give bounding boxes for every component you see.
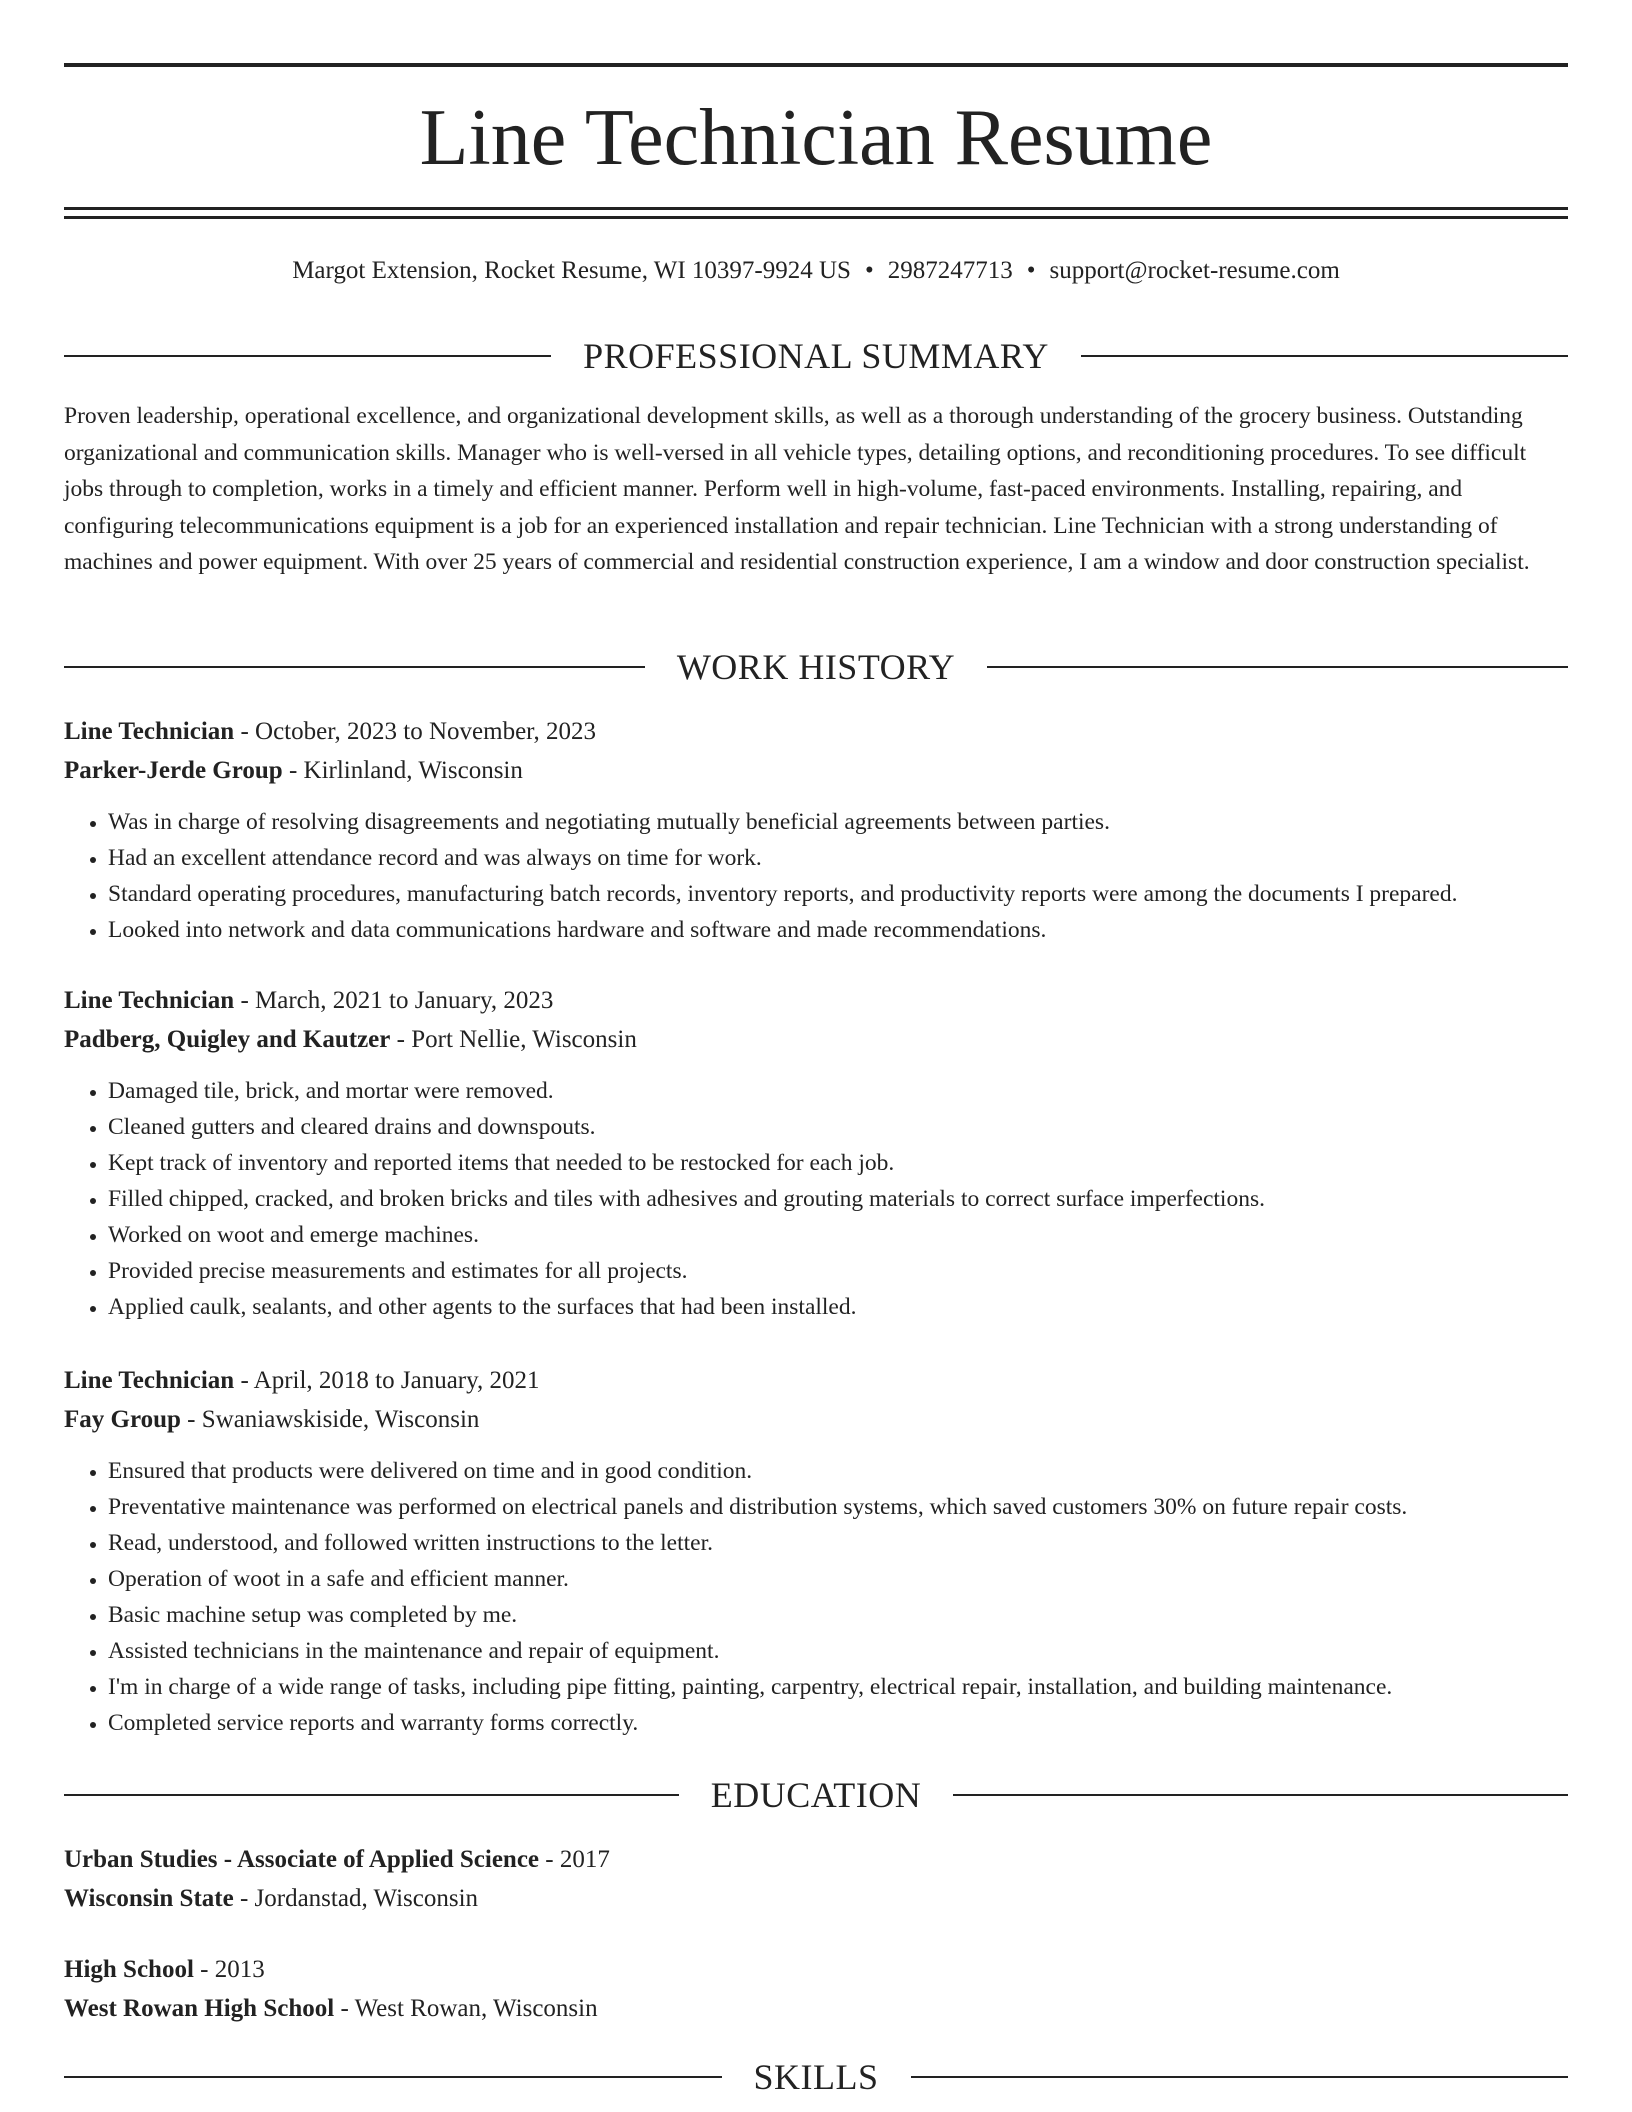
section-title: SKILLS xyxy=(753,2057,879,2097)
section-title: EDUCATION xyxy=(710,1775,922,1815)
education-school: Wisconsin State xyxy=(64,1885,234,1912)
list-item: • Filled chipped, cracked, and broken bricks and tiles with adhesives and grouting materials to correct surface imperfections. xyxy=(108,1181,1568,1217)
list-item: • Had an excellent attendance record and was always on time for work. xyxy=(108,840,1568,876)
education-entry xyxy=(64,1840,1568,1918)
job-title-line: Line Technician - April, 2018 to January, 2021 xyxy=(64,1367,540,1394)
job-bullets xyxy=(64,804,1568,948)
list-item: • Completed service reports and warranty forms correctly. xyxy=(108,1705,1568,1741)
job-dates: October, 2023 to November, 2023 xyxy=(255,718,597,745)
job-entry xyxy=(64,712,1568,948)
job-bullets xyxy=(64,1073,1568,1325)
title-double-rule xyxy=(64,207,1568,219)
job-company: Padberg, Quigley and Kautzer xyxy=(64,1026,391,1053)
list-item: • Looked into network and data communications hardware and software and made recommendations. xyxy=(108,912,1568,948)
job-location: Kirlinland, Wisconsin xyxy=(303,757,523,784)
education-school-line: West Rowan High School - West Rowan, Wisconsin xyxy=(64,1995,598,2022)
page-title: Line Technician Resume xyxy=(419,94,1213,182)
job-location: Swaniawskiside, Wisconsin xyxy=(201,1406,480,1433)
job-dates: April, 2018 to January, 2021 xyxy=(253,1367,540,1394)
contact-line xyxy=(64,254,1568,288)
contact-email: support@rocket-resume.com xyxy=(1049,257,1340,284)
section-title: PROFESSIONAL SUMMARY xyxy=(583,336,1049,376)
list-item: • Provided precise measurements and estimates for all projects. xyxy=(108,1253,1568,1289)
list-item: • Preventative maintenance was performed on electrical panels and distribution systems, which saved customers 30% on future repair costs. xyxy=(108,1489,1568,1525)
contact-address: Margot Extension, Rocket Resume, WI 10397-9924 US xyxy=(292,257,851,284)
job-title: Line Technician xyxy=(64,987,235,1014)
list-item: • Applied caulk, sealants, and other agents to the surfaces that had been installed. xyxy=(108,1289,1568,1325)
education-degree: High School xyxy=(64,1956,194,1983)
list-item: • Read, understood, and followed written instructions to the letter. xyxy=(108,1525,1568,1561)
job-title-line: Line Technician - March, 2021 to January, 2023 xyxy=(64,987,554,1014)
job-title-line: Line Technician - October, 2023 to November, 2023 xyxy=(64,718,597,745)
education-year: 2013 xyxy=(214,1956,265,1983)
list-item: • Kept track of inventory and reported items that needed to be restocked for each job. xyxy=(108,1145,1568,1181)
list-item: • Operation of woot in a safe and efficient manner. xyxy=(108,1561,1568,1597)
education-location: West Rowan, Wisconsin xyxy=(354,1995,598,2022)
contact-separator: • xyxy=(864,257,874,284)
job-bullets xyxy=(64,1453,1568,1741)
education-entry xyxy=(64,1950,1568,2028)
list-item: • I'm in charge of a wide range of tasks, including pipe fitting, painting, carpentry, electrical repair, installation, and building maintenance. xyxy=(108,1669,1568,1705)
education-year: 2017 xyxy=(559,1846,610,1873)
job-location: Port Nellie, Wisconsin xyxy=(411,1026,637,1053)
list-item: • Worked on woot and emerge machines. xyxy=(108,1217,1568,1253)
education-degree: Urban Studies - Associate of Applied Science xyxy=(64,1846,540,1873)
education-degree-line: High School - 2013 xyxy=(64,1956,265,1983)
list-item: • Basic machine setup was completed by me. xyxy=(108,1597,1568,1633)
top-rule xyxy=(64,63,1568,67)
list-item: • Damaged tile, brick, and mortar were removed. xyxy=(108,1073,1568,1109)
contact-separator: • xyxy=(1026,257,1036,284)
education-location: Jordanstad, Wisconsin xyxy=(254,1885,479,1912)
job-title: Line Technician xyxy=(64,718,235,745)
job-entry xyxy=(64,981,1568,1325)
list-item: • Standard operating procedures, manufacturing batch records, inventory reports, and productivity reports were among the documents I prepared. xyxy=(108,876,1568,912)
list-item: • Was in charge of resolving disagreements and negotiating mutually beneficial agreements between parties. xyxy=(108,804,1568,840)
education-school: West Rowan High School xyxy=(64,1995,335,2022)
list-item: • Ensured that products were delivered on time and in good condition. xyxy=(108,1453,1568,1489)
job-company-line: Parker-Jerde Group - Kirlinland, Wisconsin xyxy=(64,757,523,784)
job-company-line: Padberg, Quigley and Kautzer - Port Nellie, Wisconsin xyxy=(64,1026,637,1053)
job-company: Fay Group xyxy=(64,1406,181,1433)
section-heading-skills xyxy=(64,2055,1568,2099)
list-item: • Assisted technicians in the maintenance and repair of equipment. xyxy=(108,1633,1568,1669)
section-heading-education xyxy=(64,1773,1568,1817)
job-title: Line Technician xyxy=(64,1367,235,1394)
section-heading-summary xyxy=(64,334,1568,378)
job-entry xyxy=(64,1361,1568,1741)
job-company: Parker-Jerde Group xyxy=(64,757,283,784)
contact-phone: 2987247713 xyxy=(887,257,1013,284)
section-title: WORK HISTORY xyxy=(676,647,956,687)
education-school-line: Wisconsin State - Jordanstad, Wisconsin xyxy=(64,1885,479,1912)
education-degree-line: Urban Studies - Associate of Applied Science - 2017 xyxy=(64,1846,610,1873)
list-item: • Cleaned gutters and cleared drains and downspouts. xyxy=(108,1109,1568,1145)
job-company-line: Fay Group - Swaniawskiside, Wisconsin xyxy=(64,1406,480,1433)
summary-paragraph: Proven leadership, operational excellence, and organizational development skills, as well as a thorough understanding of the grocery business. Outstanding organizational and communication skills. Manager who is well-versed in all vehicle types, detailing options, and reconditioning procedures. To see difficult jobs through to completion, works in a timely and efficient manner. Perform well in high-volume, fast-paced environments. Installing, repairing, and configuring telecommunications equipment is a job for an experienced installation and repair technician. Line Technician with a strong understanding of machines and power equipment. With over 25 years of commercial and residential construction experience, I am a window and door construction specialist. xyxy=(64,403,1530,575)
section-heading-work xyxy=(64,645,1568,689)
job-dates: March, 2021 to January, 2023 xyxy=(255,987,554,1014)
